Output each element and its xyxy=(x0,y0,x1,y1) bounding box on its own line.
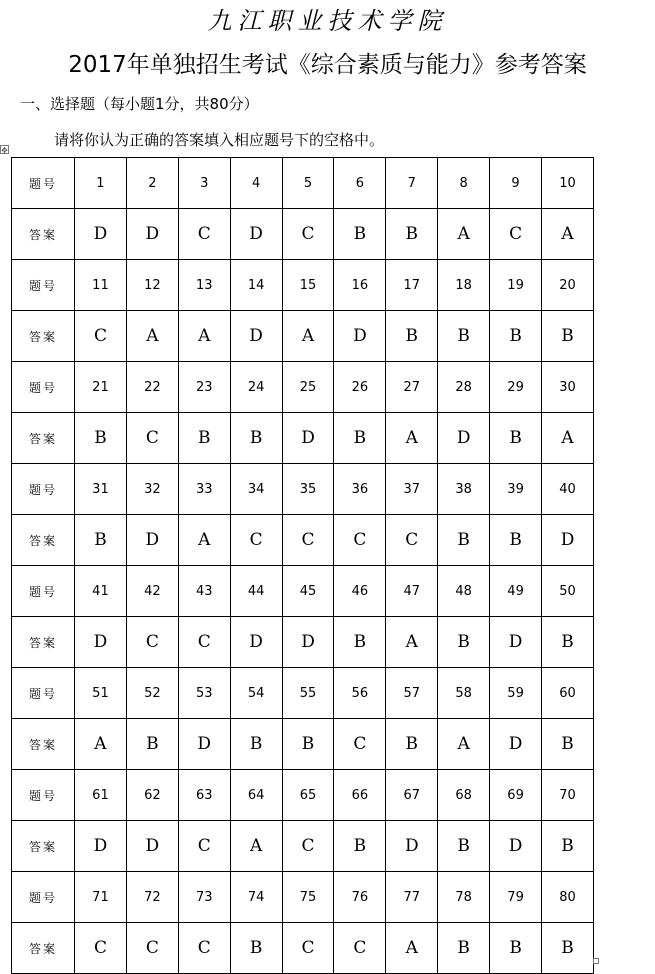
answer-cell: B xyxy=(282,719,334,770)
answer-cell: D xyxy=(542,515,594,566)
answer-cell: C xyxy=(386,515,438,566)
answer-row xyxy=(12,821,594,872)
answer-cell: B xyxy=(334,821,386,872)
answer-cell: B xyxy=(490,413,542,464)
answer-cell: B xyxy=(438,821,490,872)
answer-cell: D xyxy=(282,617,334,668)
question-number-cell: 65 xyxy=(282,770,334,821)
answer-cell: C xyxy=(126,923,178,974)
question-number-cell: 26 xyxy=(334,362,386,413)
question-number-cell: 16 xyxy=(334,260,386,311)
page-title: 2017年单独招生考试《综合素质与能力》参考答案 xyxy=(68,52,587,78)
answer-cell: C xyxy=(282,923,334,974)
question-number-cell: 31 xyxy=(75,464,127,515)
answer-row xyxy=(12,617,594,668)
question-number-cell: 28 xyxy=(438,362,490,413)
question-number-cell: 59 xyxy=(490,668,542,719)
answer-cell: B xyxy=(490,311,542,362)
answer-cell: B xyxy=(334,617,386,668)
question-number-label: 题号 xyxy=(12,362,75,413)
answer-cell: D xyxy=(438,413,490,464)
answer-cell: B xyxy=(438,515,490,566)
question-number-cell: 38 xyxy=(438,464,490,515)
question-number-cell: 21 xyxy=(75,362,127,413)
question-number-cell: 1 xyxy=(75,158,127,209)
question-number-cell: 56 xyxy=(334,668,386,719)
question-number-label: 题号 xyxy=(12,566,75,617)
question-number-cell: 63 xyxy=(178,770,230,821)
answer-cell: D xyxy=(75,617,127,668)
answer-cell: C xyxy=(282,209,334,260)
answer-cell: B xyxy=(75,413,127,464)
question-number-cell: 67 xyxy=(386,770,438,821)
answer-cell: D xyxy=(386,821,438,872)
question-number-cell: 51 xyxy=(75,668,127,719)
question-number-cell: 44 xyxy=(230,566,282,617)
answer-cell: B xyxy=(386,311,438,362)
answer-cell: B xyxy=(438,923,490,974)
answer-cell: D xyxy=(230,311,282,362)
question-number-cell: 54 xyxy=(230,668,282,719)
answer-label: 答案 xyxy=(12,821,75,872)
answer-cell: B xyxy=(542,311,594,362)
question-number-cell: 7 xyxy=(386,158,438,209)
question-number-cell: 48 xyxy=(438,566,490,617)
question-number-row xyxy=(12,464,594,515)
answer-cell: B xyxy=(178,413,230,464)
answer-cell: D xyxy=(334,311,386,362)
question-number-cell: 17 xyxy=(386,260,438,311)
answer-cell: C xyxy=(334,515,386,566)
question-number-label: 题号 xyxy=(12,770,75,821)
answer-cell: C xyxy=(178,821,230,872)
question-number-cell: 15 xyxy=(282,260,334,311)
answer-cell: B xyxy=(438,617,490,668)
answer-cell: C xyxy=(126,617,178,668)
question-number-cell: 68 xyxy=(438,770,490,821)
question-number-cell: 2 xyxy=(126,158,178,209)
answer-cell: B xyxy=(542,821,594,872)
answer-cell: D xyxy=(230,617,282,668)
answer-cell: A xyxy=(542,209,594,260)
answer-cell: B xyxy=(230,719,282,770)
answer-cell: C xyxy=(75,923,127,974)
question-number-cell: 60 xyxy=(542,668,594,719)
question-number-cell: 42 xyxy=(126,566,178,617)
question-number-cell: 76 xyxy=(334,872,386,923)
answer-cell: C xyxy=(282,515,334,566)
question-number-cell: 18 xyxy=(438,260,490,311)
answer-cell: C xyxy=(75,311,127,362)
question-number-cell: 34 xyxy=(230,464,282,515)
question-number-row xyxy=(12,770,594,821)
answer-cell: B xyxy=(542,719,594,770)
answer-cell: B xyxy=(490,515,542,566)
answer-cell: B xyxy=(75,515,127,566)
answer-row xyxy=(12,515,594,566)
question-number-cell: 69 xyxy=(490,770,542,821)
question-number-cell: 45 xyxy=(282,566,334,617)
answer-cell: C xyxy=(178,923,230,974)
answer-cell: A xyxy=(75,719,127,770)
question-number-cell: 64 xyxy=(230,770,282,821)
question-number-cell: 79 xyxy=(490,872,542,923)
answer-cell: B xyxy=(542,617,594,668)
question-number-cell: 71 xyxy=(75,872,127,923)
answer-cell: D xyxy=(178,719,230,770)
answer-label: 答案 xyxy=(12,413,75,464)
answer-cell: C xyxy=(334,923,386,974)
question-number-cell: 5 xyxy=(282,158,334,209)
question-number-row xyxy=(12,872,594,923)
answer-label: 答案 xyxy=(12,923,75,974)
question-number-cell: 19 xyxy=(490,260,542,311)
table-move-handle-icon[interactable]: ✥ xyxy=(1,146,8,155)
answer-cell: B xyxy=(490,923,542,974)
answer-row xyxy=(12,719,594,770)
question-number-cell: 22 xyxy=(126,362,178,413)
instruction-text: 请将你认为正确的答案填入相应题号下的空格中。 xyxy=(54,131,385,149)
question-number-cell: 62 xyxy=(126,770,178,821)
answer-cell: A xyxy=(282,311,334,362)
answer-cell: B xyxy=(542,923,594,974)
question-number-row xyxy=(12,362,594,413)
question-number-cell: 9 xyxy=(490,158,542,209)
question-number-cell: 24 xyxy=(230,362,282,413)
question-number-cell: 77 xyxy=(386,872,438,923)
answer-cell: D xyxy=(230,209,282,260)
question-number-row xyxy=(12,668,594,719)
answer-cell: A xyxy=(126,311,178,362)
answer-cell: B xyxy=(386,209,438,260)
question-number-cell: 32 xyxy=(126,464,178,515)
question-number-cell: 10 xyxy=(542,158,594,209)
question-number-cell: 14 xyxy=(230,260,282,311)
question-number-cell: 8 xyxy=(438,158,490,209)
answer-label: 答案 xyxy=(12,311,75,362)
answer-cell: D xyxy=(126,515,178,566)
question-number-cell: 23 xyxy=(178,362,230,413)
question-number-cell: 72 xyxy=(126,872,178,923)
question-number-cell: 75 xyxy=(282,872,334,923)
answer-cell: B xyxy=(126,719,178,770)
question-number-cell: 52 xyxy=(126,668,178,719)
question-number-cell: 40 xyxy=(542,464,594,515)
answer-cell: D xyxy=(126,821,178,872)
question-number-cell: 50 xyxy=(542,566,594,617)
question-number-cell: 20 xyxy=(542,260,594,311)
question-number-cell: 35 xyxy=(282,464,334,515)
answer-cell: B xyxy=(334,413,386,464)
question-number-label: 题号 xyxy=(12,668,75,719)
question-number-cell: 53 xyxy=(178,668,230,719)
question-number-cell: 46 xyxy=(334,566,386,617)
answer-label: 答案 xyxy=(12,617,75,668)
answer-cell: A xyxy=(386,617,438,668)
question-number-cell: 74 xyxy=(230,872,282,923)
answer-row xyxy=(12,923,594,974)
question-number-cell: 70 xyxy=(542,770,594,821)
question-number-cell: 39 xyxy=(490,464,542,515)
question-number-cell: 30 xyxy=(542,362,594,413)
answer-cell: C xyxy=(178,617,230,668)
question-number-cell: 29 xyxy=(490,362,542,413)
question-number-cell: 11 xyxy=(75,260,127,311)
answer-cell: B xyxy=(230,413,282,464)
answer-cell: C xyxy=(230,515,282,566)
answer-cell: C xyxy=(490,209,542,260)
answer-cell: B xyxy=(386,719,438,770)
answer-cell: D xyxy=(126,209,178,260)
answer-cell: D xyxy=(490,617,542,668)
answer-label: 答案 xyxy=(12,515,75,566)
question-number-row xyxy=(12,158,594,209)
question-number-cell: 55 xyxy=(282,668,334,719)
question-number-cell: 4 xyxy=(230,158,282,209)
answer-cell: B xyxy=(334,209,386,260)
answer-cell: C xyxy=(282,821,334,872)
question-number-cell: 13 xyxy=(178,260,230,311)
question-number-cell: 3 xyxy=(178,158,230,209)
section-heading: 一、选择题（每小题1分，共80分） xyxy=(20,95,259,113)
answer-cell: C xyxy=(334,719,386,770)
question-number-row xyxy=(12,566,594,617)
answer-cell: C xyxy=(178,209,230,260)
answer-cell: D xyxy=(75,209,127,260)
question-number-cell: 78 xyxy=(438,872,490,923)
answer-table xyxy=(11,157,594,974)
answer-cell: D xyxy=(282,413,334,464)
question-number-cell: 49 xyxy=(490,566,542,617)
question-number-cell: 57 xyxy=(386,668,438,719)
question-number-cell: 73 xyxy=(178,872,230,923)
answer-cell: C xyxy=(126,413,178,464)
question-number-cell: 58 xyxy=(438,668,490,719)
school-name: 九江职业技术学院 xyxy=(207,7,448,35)
answer-row xyxy=(12,209,594,260)
question-number-cell: 37 xyxy=(386,464,438,515)
answer-cell: D xyxy=(490,821,542,872)
answer-cell: A xyxy=(438,209,490,260)
answer-cell: A xyxy=(438,719,490,770)
answer-cell: D xyxy=(75,821,127,872)
answer-cell: B xyxy=(438,311,490,362)
answer-cell: A xyxy=(386,413,438,464)
question-number-cell: 27 xyxy=(386,362,438,413)
answer-cell: A xyxy=(386,923,438,974)
answer-cell: A xyxy=(230,821,282,872)
question-number-cell: 61 xyxy=(75,770,127,821)
question-number-cell: 41 xyxy=(75,566,127,617)
question-number-row xyxy=(12,260,594,311)
answer-cell: D xyxy=(490,719,542,770)
question-number-label: 题号 xyxy=(12,158,75,209)
question-number-cell: 36 xyxy=(334,464,386,515)
question-number-cell: 80 xyxy=(542,872,594,923)
question-number-cell: 33 xyxy=(178,464,230,515)
question-number-cell: 25 xyxy=(282,362,334,413)
answer-label: 答案 xyxy=(12,209,75,260)
question-number-cell: 12 xyxy=(126,260,178,311)
answer-label: 答案 xyxy=(12,719,75,770)
answer-row xyxy=(12,311,594,362)
table-resize-handle[interactable] xyxy=(593,958,599,964)
answer-cell: A xyxy=(542,413,594,464)
answer-cell: A xyxy=(178,311,230,362)
question-number-cell: 43 xyxy=(178,566,230,617)
question-number-cell: 66 xyxy=(334,770,386,821)
answer-cell: B xyxy=(230,923,282,974)
question-number-cell: 47 xyxy=(386,566,438,617)
question-number-label: 题号 xyxy=(12,260,75,311)
answer-cell: A xyxy=(178,515,230,566)
question-number-label: 题号 xyxy=(12,464,75,515)
question-number-cell: 6 xyxy=(334,158,386,209)
question-number-label: 题号 xyxy=(12,872,75,923)
answer-row xyxy=(12,413,594,464)
